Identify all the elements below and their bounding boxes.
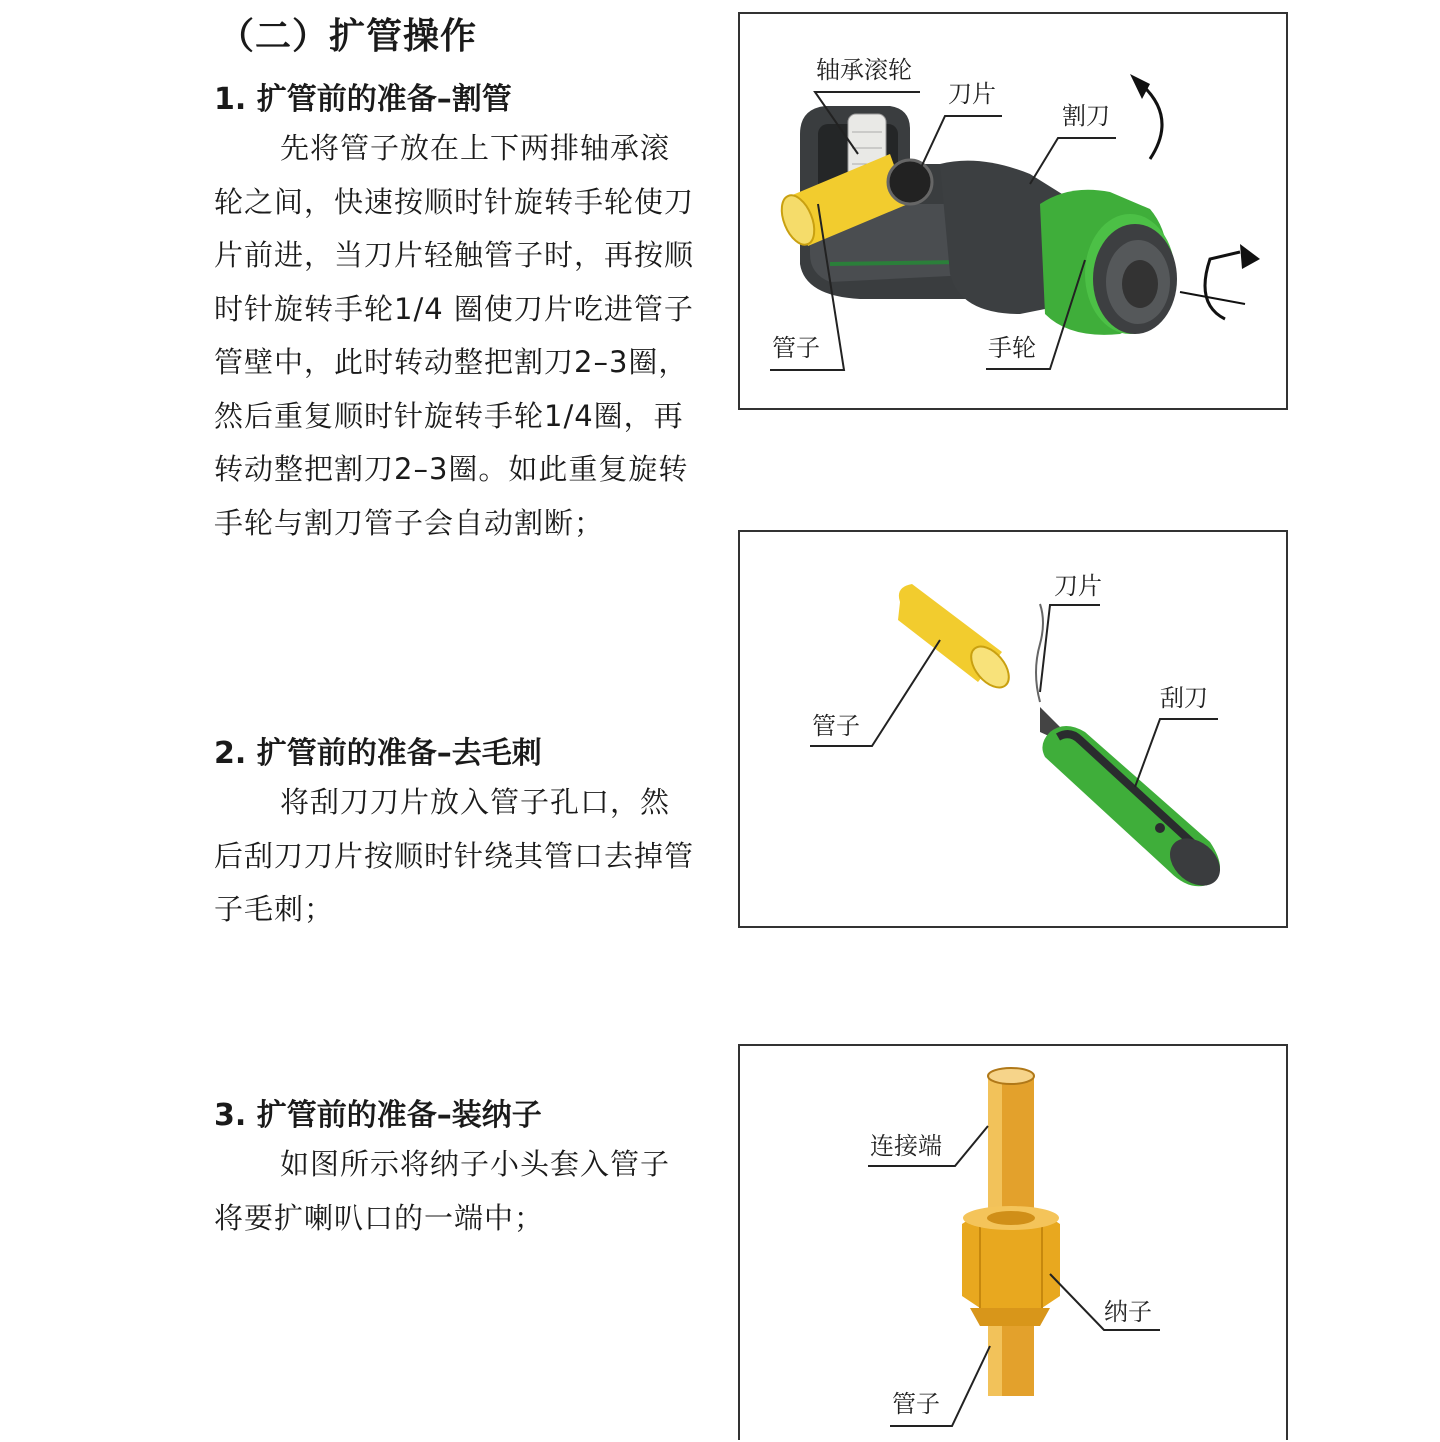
label-pipe: 管子	[812, 712, 860, 740]
step-2-body: 将刮刀刀片放入管子孔口，然后刮刀刀片按顺时针绕其管口去掉管子毛刺；	[214, 785, 695, 926]
label-reamer: 刮刀	[1160, 684, 1208, 712]
figure-deburring	[738, 530, 1288, 928]
rotate-arrow-icon	[1130, 74, 1150, 99]
section-title: （二）扩管操作	[218, 16, 478, 57]
step-1-body: 先将管子放在上下两排轴承滚轮之间，快速按顺时针旋转手轮使刀片前进，当刀片轻触管子时，再按顺时针旋转手轮1/4 圈使刀片吃进管子管壁中，此时转动整把割刀2–3圈，然后重复顺时针旋转手轮1/4圈，再转动整把割刀2–3圈。如此重复旋转手轮与割刀管子会自动割断；	[214, 131, 695, 540]
figure-pipe-cutter	[738, 12, 1288, 410]
label-connection-end: 连接端	[870, 1132, 942, 1160]
step-3-body: 如图所示将纳子小头套入管子将要扩喇叭口的一端中；	[214, 1147, 671, 1235]
label-pipe: 管子	[892, 1390, 940, 1418]
deburr-reamer	[1040, 707, 1229, 895]
step-2-heading: 2. 扩管前的准备–去毛刺	[214, 736, 542, 771]
cutter-handwheel	[1040, 190, 1177, 335]
flare-nut-illustration	[740, 1046, 1290, 1442]
label-pipe: 管子	[772, 334, 820, 362]
label-bearing-roller: 轴承滚轮	[816, 56, 912, 84]
rotate-arrow-icon	[1240, 244, 1260, 269]
flare-nut	[962, 1206, 1060, 1326]
step-1-heading: 1. 扩管前的准备–割管	[214, 82, 512, 117]
label-blade: 刀片	[948, 80, 996, 108]
step-3-heading: 3. 扩管前的准备–装纳子	[214, 1098, 542, 1133]
label-blade: 刀片	[1054, 572, 1102, 600]
label-handwheel: 手轮	[988, 334, 1036, 362]
label-cutter: 割刀	[1062, 102, 1110, 130]
figure-flare-nut	[738, 1044, 1288, 1440]
label-nut: 纳子	[1104, 1298, 1152, 1326]
